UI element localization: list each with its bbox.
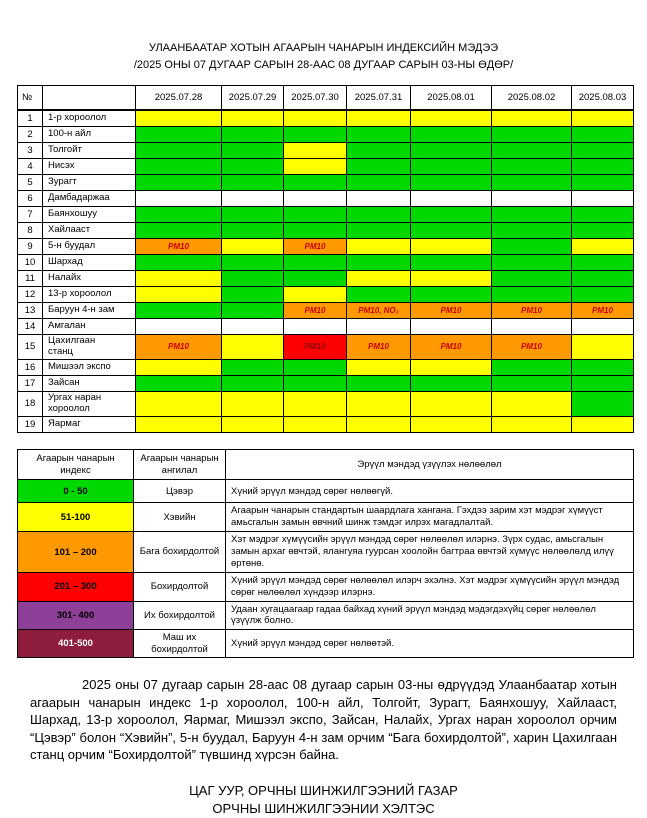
row-number: 17: [18, 375, 43, 391]
legend-row: [18, 572, 634, 601]
aqi-cell: [492, 335, 572, 360]
aqi-cell: [347, 127, 411, 143]
legend-range: 101 – 200: [18, 532, 134, 573]
aqi-cell: [222, 391, 284, 416]
aqi-cell: [411, 223, 492, 239]
aqi-cell: [136, 319, 222, 335]
aqi-cell: [136, 175, 222, 191]
aqi-cell: [222, 191, 284, 207]
aqi-col-header-date: 2025.08.01: [411, 86, 492, 111]
aqi-cell: [572, 143, 634, 159]
aqi-cell: [222, 110, 284, 127]
aqi-cell: [222, 255, 284, 271]
aqi-cell: [347, 287, 411, 303]
legend-col-header-0: Агаарын чанарын индекс: [18, 449, 134, 480]
aqi-table-row: [18, 319, 634, 335]
aqi-cell: [284, 159, 347, 175]
row-number: 2: [18, 127, 43, 143]
aqi-cell: [136, 359, 222, 375]
aqi-cell: [411, 159, 492, 175]
aqi-cell: [222, 239, 284, 255]
aqi-cell: [572, 359, 634, 375]
aqi-cell: [492, 159, 572, 175]
row-number: 1: [18, 110, 43, 127]
aqi-cell: [222, 375, 284, 391]
aqi-cell: [136, 287, 222, 303]
row-number: 6: [18, 191, 43, 207]
legend-effect: Хүний эрүүл мэндэд сөрөг нөлөөтэй.: [226, 630, 634, 658]
station-name: Яармаг: [43, 416, 136, 432]
aqi-cell: [136, 143, 222, 159]
aqi-cell: [411, 127, 492, 143]
aqi-table-row: [18, 255, 634, 271]
aqi-cell: [572, 416, 634, 432]
aqi-cell: [411, 303, 492, 319]
station-name: Хайлааст: [43, 223, 136, 239]
aqi-cell: [347, 207, 411, 223]
aqi-cell: [347, 335, 411, 360]
aqi-table-row: [18, 207, 634, 223]
row-number: 4: [18, 159, 43, 175]
row-number: 8: [18, 223, 43, 239]
aqi-cell: [572, 159, 634, 175]
station-name: Цахилгаан станц: [43, 335, 136, 360]
aqi-cell: [136, 191, 222, 207]
aqi-table-row: [18, 223, 634, 239]
aqi-cell: [411, 271, 492, 287]
footer-line-1: ЦАГ УУР, ОРЧНЫ ШИНЖИЛГЭЭНИЙ ГАЗАР: [189, 782, 458, 798]
aqi-cell: [411, 207, 492, 223]
pollutant-label: PM10: [592, 306, 613, 315]
legend-range: 0 - 50: [18, 480, 134, 503]
pollutant-label: PM10: [521, 342, 542, 352]
aqi-cell: [347, 255, 411, 271]
aqi-table-row: [18, 359, 634, 375]
aqi-cell: [284, 319, 347, 335]
legend-effect: Хүний эрүүл мэндэд сөрөг нөлөөлөл илэрч эхэлнэ. Хэт мэдрэг хүмүүсийн эрүүл мэндэд сөрөг нөлөөлөл хүндээр илэрнэ.: [226, 572, 634, 601]
row-number: 16: [18, 359, 43, 375]
aqi-cell: [411, 416, 492, 432]
aqi-cell: [284, 271, 347, 287]
aqi-table-row: [18, 239, 634, 255]
aqi-cell: [222, 416, 284, 432]
aqi-cell: [572, 191, 634, 207]
aqi-cell: [284, 375, 347, 391]
aqi-cell: [492, 271, 572, 287]
aqi-cell: [347, 271, 411, 287]
aqi-cell: [222, 359, 284, 375]
aqi-cell: [411, 391, 492, 416]
aqi-cell: [347, 143, 411, 159]
page-title: [0, 0, 647, 73]
aqi-cell: [492, 143, 572, 159]
aqi-cell: [572, 303, 634, 319]
aqi-cell: [284, 110, 347, 127]
aqi-cell: [347, 175, 411, 191]
aqi-cell: [492, 416, 572, 432]
aqi-cell: [284, 416, 347, 432]
station-name: 5-н буудал: [43, 239, 136, 255]
aqi-cell: [572, 287, 634, 303]
station-name: Нисэх: [43, 159, 136, 175]
aqi-cell: [347, 359, 411, 375]
legend-range: 401-500: [18, 630, 134, 658]
aqi-cell: [572, 375, 634, 391]
aqi-cell: [222, 207, 284, 223]
aqi-cell: [411, 191, 492, 207]
station-name: Толгойт: [43, 143, 136, 159]
aqi-cell: [572, 239, 634, 255]
aqi-cell: [411, 255, 492, 271]
legend-category: Их бохирдолтой: [134, 601, 226, 630]
aqi-cell: [222, 223, 284, 239]
aqi-cell: [284, 359, 347, 375]
aqi-cell: [347, 191, 411, 207]
row-number: 12: [18, 287, 43, 303]
aqi-cell: [136, 271, 222, 287]
aqi-cell: [572, 271, 634, 287]
aqi-cell: [222, 143, 284, 159]
pollutant-label: PM10: [368, 342, 389, 352]
aqi-cell: [136, 159, 222, 175]
legend-category: Хэвийн: [134, 503, 226, 532]
station-name: 1-р хороолол: [43, 110, 136, 127]
aqi-cell: [136, 416, 222, 432]
aqi-col-header-date: 2025.08.02: [492, 86, 572, 111]
aqi-cell: [492, 391, 572, 416]
aqi-cell: [411, 335, 492, 360]
station-name: Зурагт: [43, 175, 136, 191]
station-name: Амгалан: [43, 319, 136, 335]
aqi-cell: [284, 127, 347, 143]
aqi-cell: [572, 391, 634, 416]
aqi-cell: [411, 375, 492, 391]
legend-category: Маш их бохирдолтой: [134, 630, 226, 658]
aqi-cell: [347, 223, 411, 239]
aqi-cell: [347, 416, 411, 432]
aqi-cell: [572, 255, 634, 271]
aqi-cell: [492, 207, 572, 223]
legend-table: [17, 449, 634, 658]
pollutant-label: PM10, NO₂: [358, 306, 399, 315]
aqi-col-header-no: №: [18, 86, 43, 111]
aqi-col-header-date: 2025.07.28: [136, 86, 222, 111]
aqi-cell: [284, 191, 347, 207]
aqi-table-row: [18, 416, 634, 432]
aqi-cell: [572, 127, 634, 143]
aqi-col-header-date: 2025.07.29: [222, 86, 284, 111]
aqi-cell: [572, 319, 634, 335]
station-name: Зайсан: [43, 375, 136, 391]
aqi-cell: [347, 110, 411, 127]
pollutant-label: PM10: [168, 342, 189, 352]
aqi-table-row: [18, 143, 634, 159]
footer-line-2: ОРЧНЫ ШИНЖИЛГЭЭНИИ ХЭЛТЭС: [212, 801, 435, 817]
legend-range: 201 – 300: [18, 572, 134, 601]
aqi-cell: [492, 255, 572, 271]
legend-row: [18, 503, 634, 532]
aqi-cell: [136, 335, 222, 360]
station-name: Налайх: [43, 271, 136, 287]
aqi-cell: [347, 303, 411, 319]
aqi-cell: [572, 223, 634, 239]
aqi-cell: [492, 127, 572, 143]
aqi-cell: [411, 359, 492, 375]
aqi-cell: [284, 175, 347, 191]
title-line-1: УЛААНБААТАР ХОТЫН АГААРЫН ЧАНАРЫН ИНДЕКСИЙН МЭДЭЭ: [148, 42, 499, 54]
row-number: 19: [18, 416, 43, 432]
aqi-cell: [284, 207, 347, 223]
legend-effect: Хэт мэдрэг хүмүүсийн эрүүл мэндэд сөрөг нөлөөлөл илэрнэ. Зүрх судас, амьсгалын замын архаг өвчтэй, ялангуяа гуурсан хоолойн багтраа өвчтэй хүмүүс нөлөөлөлд илүү өртөнө.: [226, 532, 634, 573]
aqi-col-header-date: 2025.07.31: [347, 86, 411, 111]
pollutant-label: PM10: [304, 242, 326, 251]
aqi-cell: [572, 207, 634, 223]
station-name: Дамбадаржаа: [43, 191, 136, 207]
aqi-cell: [284, 303, 347, 319]
row-number: 5: [18, 175, 43, 191]
aqi-table-row: [18, 271, 634, 287]
aqi-cell: [136, 375, 222, 391]
row-number: 9: [18, 239, 43, 255]
aqi-cell: [222, 159, 284, 175]
aqi-col-header-date: 2025.08.03: [572, 86, 634, 111]
aqi-cell: [347, 319, 411, 335]
aqi-cell: [492, 110, 572, 127]
aqi-cell: [136, 223, 222, 239]
aqi-cell: [572, 110, 634, 127]
pollutant-label: PM10: [168, 242, 189, 251]
aqi-table-row: [18, 391, 634, 416]
aqi-cell: [284, 255, 347, 271]
legend-category: Бохирдолтой: [134, 572, 226, 601]
aqi-table-row: [18, 110, 634, 127]
aqi-cell: [284, 223, 347, 239]
aqi-table-row: [18, 287, 634, 303]
aqi-cell: [347, 391, 411, 416]
legend-category: Бага бохирдолтой: [134, 532, 226, 573]
row-number: 13: [18, 303, 43, 319]
row-number: 7: [18, 207, 43, 223]
station-name: Баруун 4-н зам: [43, 303, 136, 319]
aqi-cell: [222, 319, 284, 335]
aqi-cell: [222, 271, 284, 287]
aqi-cell: [572, 335, 634, 360]
station-name: Шархад: [43, 255, 136, 271]
aqi-table-row: [18, 159, 634, 175]
aqi-cell: [222, 175, 284, 191]
aqi-cell: [136, 303, 222, 319]
aqi-cell: [284, 239, 347, 255]
aqi-cell: [136, 239, 222, 255]
aqi-table-row: [18, 191, 634, 207]
aqi-col-header-date: 2025.07.30: [284, 86, 347, 111]
aqi-cell: [136, 127, 222, 143]
row-number: 15: [18, 335, 43, 360]
aqi-cell: [492, 375, 572, 391]
aqi-cell: [347, 159, 411, 175]
legend-row: [18, 601, 634, 630]
legend-row: [18, 630, 634, 658]
aqi-table-row: [18, 127, 634, 143]
row-number: 11: [18, 271, 43, 287]
aqi-col-header-station: [43, 86, 136, 111]
aqi-table-row: [18, 175, 634, 191]
legend-effect: Удаан хугацаагаар гадаа байхад хүний эрүүл мэндэд мэдэгдэхүйц сөрөг нөлөөлөл үзүүлж болно.: [226, 601, 634, 630]
aqi-table: [17, 85, 634, 433]
aqi-cell: [136, 255, 222, 271]
station-name: Мишээл экспо: [43, 359, 136, 375]
legend-col-header-1: Агаарын чанарын ангилал: [134, 449, 226, 480]
aqi-table-body: [18, 110, 634, 432]
aqi-header-row: [18, 86, 634, 111]
summary-paragraph: 2025 оны 07 дугаар сарын 28-аас 08 дугаар сарын 03-ны өдрүүдэд Улаанбаатар хотын агаарын чанарын индекс 1-р хороолол, 100-н айл, Толгойт, Зурагт, Баянхошуу, Хайлааст, Шархад, 13-р хороолол, Яармаг, Мишээл экспо, Зайсан, Налайх, Ургах наран хороолол орчим “Цэвэр” болон “Хэвийн”, 5-н буудал, Баруун 4-н зам орчим “Бага бохирдолтой”, харин Цахилгаан станц орчим “Бохирдолтой” түвшинд хүрсэн байна.: [30, 677, 617, 763]
aqi-cell: [136, 391, 222, 416]
row-number: 10: [18, 255, 43, 271]
legend-range: 51-100: [18, 503, 134, 532]
aqi-cell: [411, 175, 492, 191]
aqi-table-row: [18, 303, 634, 319]
legend-row: [18, 480, 634, 503]
aqi-cell: [492, 175, 572, 191]
aqi-cell: [136, 207, 222, 223]
pollutant-label: PM10: [521, 306, 542, 315]
aqi-cell: [492, 287, 572, 303]
row-number: 14: [18, 319, 43, 335]
aqi-cell: [136, 110, 222, 127]
aqi-cell: [492, 223, 572, 239]
station-name: 100-н айл: [43, 127, 136, 143]
aqi-cell: [347, 239, 411, 255]
legend-row: [18, 532, 634, 573]
aqi-cell: [284, 391, 347, 416]
aqi-cell: [411, 319, 492, 335]
title-line-2: /2025 ОНЫ 07 ДУГААР САРЫН 28-ААС 08 ДУГААР САРЫН 03-НЫ ӨДӨР/: [133, 58, 514, 71]
legend-table-body: [18, 480, 634, 658]
station-name: 13-р хороолол: [43, 287, 136, 303]
aqi-table-row: [18, 375, 634, 391]
aqi-cell: [284, 287, 347, 303]
legend-col-header-2: Эрүүл мэндэд үзүүлэх нөлөөлөл: [226, 449, 634, 480]
aqi-cell: [492, 303, 572, 319]
aqi-cell: [411, 287, 492, 303]
pollutant-label: PM10: [304, 306, 326, 315]
legend-category: Цэвэр: [134, 480, 226, 503]
legend-effect: Агаарын чанарын стандартын шаардлага хангана. Гэхдээ зарим хэт мэдрэг хүмүүст амьсгалын замын өвчний шинж тэмдэг илрэх магадлалтай.: [226, 503, 634, 532]
aqi-cell: [347, 375, 411, 391]
aqi-cell: [222, 127, 284, 143]
station-name: Баянхошуу: [43, 207, 136, 223]
aqi-cell: [492, 359, 572, 375]
aqi-cell: [284, 143, 347, 159]
aqi-cell: [492, 191, 572, 207]
station-name: Ургах наран хороолол: [43, 391, 136, 416]
aqi-cell: [492, 239, 572, 255]
aqi-cell: [572, 175, 634, 191]
aqi-cell: [492, 319, 572, 335]
row-number: 3: [18, 143, 43, 159]
legend-effect: Хүний эрүүл мэндэд сөрөг нөлөөгүй.: [226, 480, 634, 503]
aqi-cell: [222, 335, 284, 360]
pollutant-label: PM10: [440, 342, 462, 352]
pollutant-label: PM10: [440, 306, 462, 315]
aqi-cell: [222, 287, 284, 303]
legend-range: 301- 400: [18, 601, 134, 630]
aqi-cell: [284, 335, 347, 360]
aqi-cell: [222, 303, 284, 319]
aqi-table-row: [18, 335, 634, 360]
row-number: 18: [18, 391, 43, 416]
aqi-cell: [411, 239, 492, 255]
legend-header-row: [18, 449, 634, 480]
footer-block: [0, 782, 647, 818]
aqi-cell: [411, 143, 492, 159]
pollutant-label: PM10: [304, 342, 326, 352]
aqi-cell: [411, 110, 492, 127]
